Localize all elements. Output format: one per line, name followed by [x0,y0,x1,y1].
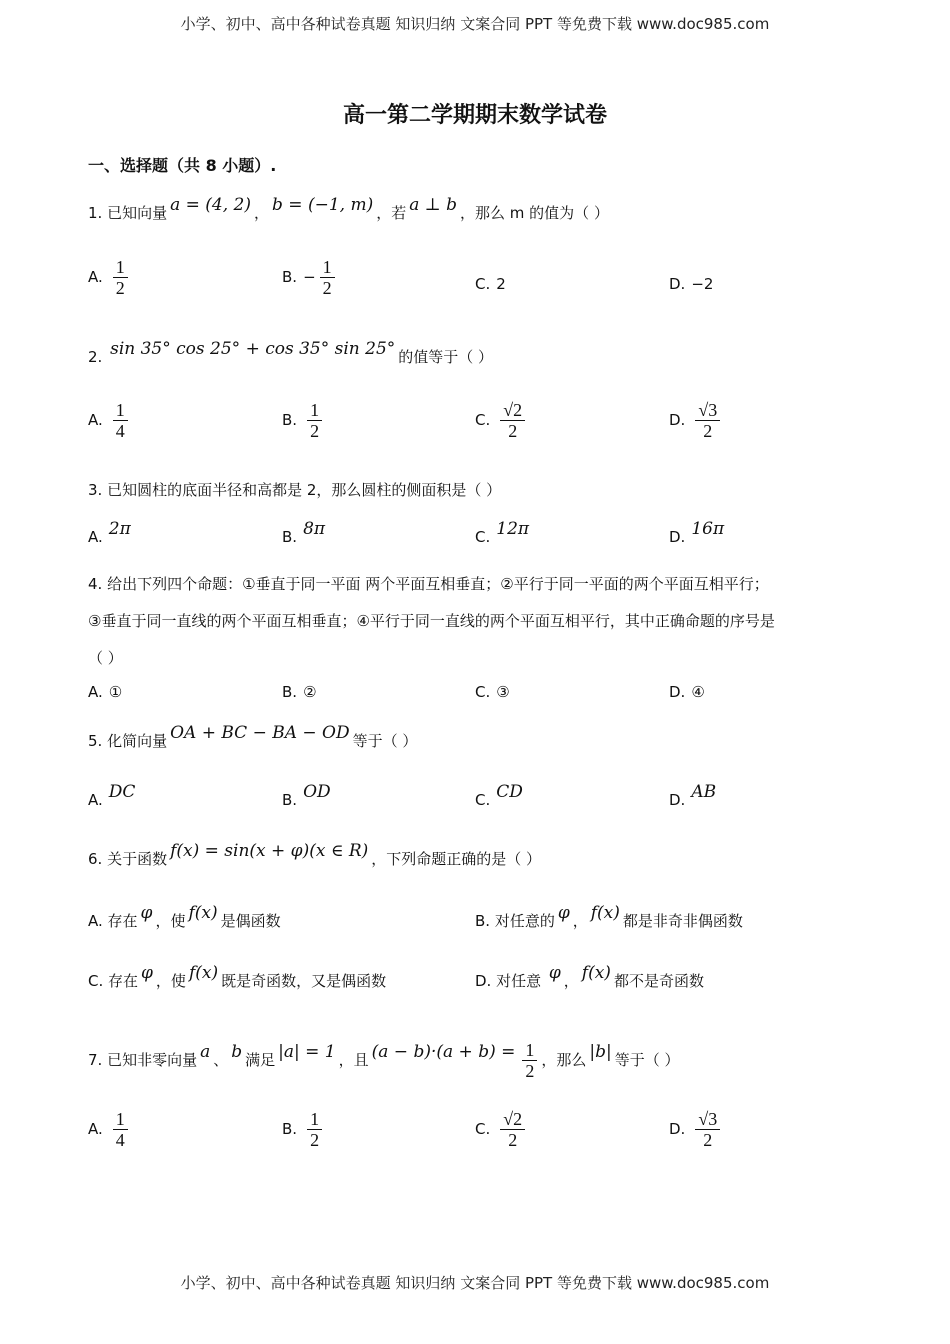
stem-text: C. 存在 [88,972,139,990]
stem-text: 4. 给出下列四个命题：①垂直于同一平面 两个平面互相垂直；②平行于同一平面的两个平面互相平行； [88,575,769,593]
math-expression: f(x) [581,963,611,983]
denominator: 2 [310,1130,320,1150]
stem-text: 满足 [245,1051,276,1069]
denominator: 4 [115,1130,125,1150]
option-label: B. [282,683,298,701]
stem-text: 7. 已知非零向量 [88,1051,198,1069]
denominator: 2 [115,278,125,298]
denominator: 2 [508,1130,518,1150]
option-c[interactable] [475,400,529,441]
option-b[interactable] [282,1109,326,1150]
question-1-stem [88,195,609,223]
option-label: A. [88,411,103,429]
option-label: D. [669,791,686,809]
option-a[interactable] [88,683,122,701]
stem-text: 都是非奇非偶函数 [622,912,743,930]
option-label: C. [475,1120,491,1138]
option-math: DC [108,782,136,802]
math-expression: b [231,1042,243,1062]
numerator: 1 [113,1109,128,1130]
stem-text: ，那么 [541,1051,587,1069]
math-expression: f(x) = sin(x + φ)(x ∈ R) [170,841,369,861]
stem-text: 2. [88,348,108,366]
option-label: D. [669,1120,686,1138]
option-label: C. [475,683,491,701]
stem-text: 5. 化简向量 [88,732,168,750]
option-d[interactable] [669,1109,724,1150]
stem-text: 3. 已知圆柱的底面半径和高都是 2，那么圆柱的侧面积是（ ） [88,481,502,499]
stem-text: 的值等于（ ） [398,348,494,366]
numerator: √2 [500,1109,525,1130]
stem-text: A. 存在 [88,912,138,930]
math-expression: φ [548,963,561,983]
fraction [695,400,720,441]
option-d[interactable] [475,963,704,991]
fraction [113,257,128,298]
stem-text: ，使 [155,972,186,990]
sign: − [303,268,316,286]
math-expression: φ [557,903,570,923]
option-label: D. [669,411,686,429]
option-label: C. [475,411,491,429]
option-label: B. [282,411,298,429]
fraction [522,1040,537,1081]
option-d[interactable] [669,519,725,547]
option-label: C. [475,275,491,293]
numerator: 1 [307,1109,322,1130]
denominator: 2 [703,421,713,441]
math-expression: |b| [589,1042,612,1062]
option-text: ③ [496,683,510,701]
denominator: 2 [525,1061,535,1081]
option-d[interactable] [669,782,717,810]
stem-text: 既是奇函数，又是偶函数 [221,972,387,990]
question-7-stem [88,1040,680,1081]
stem-text: ， [254,204,270,222]
option-a[interactable] [88,519,131,547]
math-expression: |a| = 1 [278,1042,336,1062]
question-6-stem [88,841,542,869]
option-label: A. [88,528,103,546]
stem-text: B. 对任意的 [475,912,555,930]
question-4-stem [88,610,775,631]
math-expression: sin 35° cos 25° + cos 35° sin 25° [110,339,396,359]
denominator: 2 [322,278,332,298]
option-label: D. [669,683,686,701]
numerator: 1 [307,400,322,421]
option-label: B. [282,1120,298,1138]
stem-text: 等于（ ） [352,732,418,750]
option-a[interactable] [88,782,136,810]
fraction [113,1109,128,1150]
math-expression: f(x) [188,963,219,983]
stem-text: 1. 已知向量 [88,204,168,222]
option-label: B. [282,268,298,286]
stem-text: ，使 [155,912,186,930]
exam-title: 高一第二学期期末数学试卷 [342,103,607,128]
option-c[interactable] [475,782,523,810]
option-c[interactable] [88,963,387,991]
stem-text: ， [563,972,579,990]
option-label: D. [669,528,686,546]
math-expression: a [200,1042,211,1062]
stem-text: ，下列命题正确的是（ ） [371,850,542,868]
denominator: 2 [310,421,320,441]
option-label: A. [88,268,103,286]
numerator: 1 [113,257,128,278]
option-a[interactable] [88,257,132,298]
math-expression: a ⊥ b [409,195,458,215]
option-a[interactable] [88,903,281,931]
question-5-stem [88,723,418,751]
stem-text: 6. 关于函数 [88,850,168,868]
option-b[interactable] [282,257,339,298]
option-label: A. [88,683,103,701]
option-label: C. [475,791,491,809]
option-math: OD [303,782,331,802]
page-footer: 小学、初中、高中各种试卷真题 知识归纳 文案合同 PPT 等免费下载 www.doc985.com [180,1274,770,1292]
math-expression: b = (−1, m) [272,195,374,215]
numerator: √3 [695,400,720,421]
math-expression: a = (4, 2) [170,195,251,215]
option-d[interactable] [669,275,713,293]
stem-text: ，那么 m 的值为（ ） [460,204,609,222]
numerator: 1 [113,400,128,421]
question-3-stem [88,479,501,500]
stem-text: ，若 [376,204,407,222]
math-expression: f(x) [590,903,620,923]
fraction [500,400,525,441]
option-math: 2π [108,519,131,539]
math-expression: φ [140,903,153,923]
fraction [320,257,335,298]
option-text: 2 [496,275,506,293]
option-label: C. [475,528,491,546]
section-heading: 一、选择题（共 8 小题）. [88,156,277,175]
option-math: 16π [691,519,725,539]
denominator: 2 [703,1130,713,1150]
option-b[interactable] [282,400,326,441]
numerator: √2 [500,400,525,421]
option-a[interactable] [88,1109,132,1150]
stem-text: ， [572,912,588,930]
option-a[interactable] [88,400,132,441]
fraction [307,1109,322,1150]
denominator: 4 [115,421,125,441]
option-label: B. [282,528,298,546]
option-b[interactable] [282,519,326,547]
option-label: B. [282,791,298,809]
fraction [500,1109,525,1150]
option-text: ④ [691,683,705,701]
numerator: 1 [320,257,335,278]
numerator: 1 [522,1040,537,1061]
math-expression: (a − b)·(a + b) = [371,1042,516,1062]
option-d[interactable] [669,400,724,441]
option-math: 8π [303,519,326,539]
question-4-stem [88,573,769,594]
option-c[interactable] [475,683,510,701]
stem-text: 等于（ ） [614,1051,680,1069]
option-b[interactable] [282,782,331,810]
stem-text: 是偶函数 [220,912,281,930]
fraction [113,400,128,441]
option-b[interactable] [475,903,743,931]
stem-text: 、 [213,1051,229,1069]
stem-text: （ ） [88,649,123,667]
option-math: CD [496,782,523,802]
fraction [307,400,322,441]
page-header: 小学、初中、高中各种试卷真题 知识归纳 文案合同 PPT 等免费下载 www.doc985.com [180,15,770,33]
option-c[interactable] [475,275,506,293]
math-expression: f(x) [188,903,218,923]
question-4-stem [88,647,123,668]
math-expression: φ [141,963,153,983]
option-text: ② [303,683,317,701]
option-math: 12π [496,519,530,539]
option-label: A. [88,1120,103,1138]
stem-text: ，且 [338,1051,369,1069]
option-text: ① [108,683,123,701]
stem-text: D. 对任意 [475,972,546,990]
fraction [695,1109,720,1150]
option-math: AB [691,782,717,802]
stem-text: 都不是奇函数 [613,972,704,990]
option-c[interactable] [475,1109,529,1150]
numerator: √3 [695,1109,720,1130]
option-label: A. [88,791,103,809]
stem-text: ③垂直于同一直线的两个平面互相垂直；④平行于同一直线的两个平面互相平行，其中正确命题的序号是 [88,612,775,630]
option-label: D. [669,275,686,293]
option-b[interactable] [282,683,317,701]
question-2-stem [88,339,494,367]
option-c[interactable] [475,519,530,547]
math-expression: OA + BC − BA − OD [170,723,350,743]
denominator: 2 [508,421,518,441]
option-text: −2 [691,275,714,293]
option-d[interactable] [669,683,705,701]
